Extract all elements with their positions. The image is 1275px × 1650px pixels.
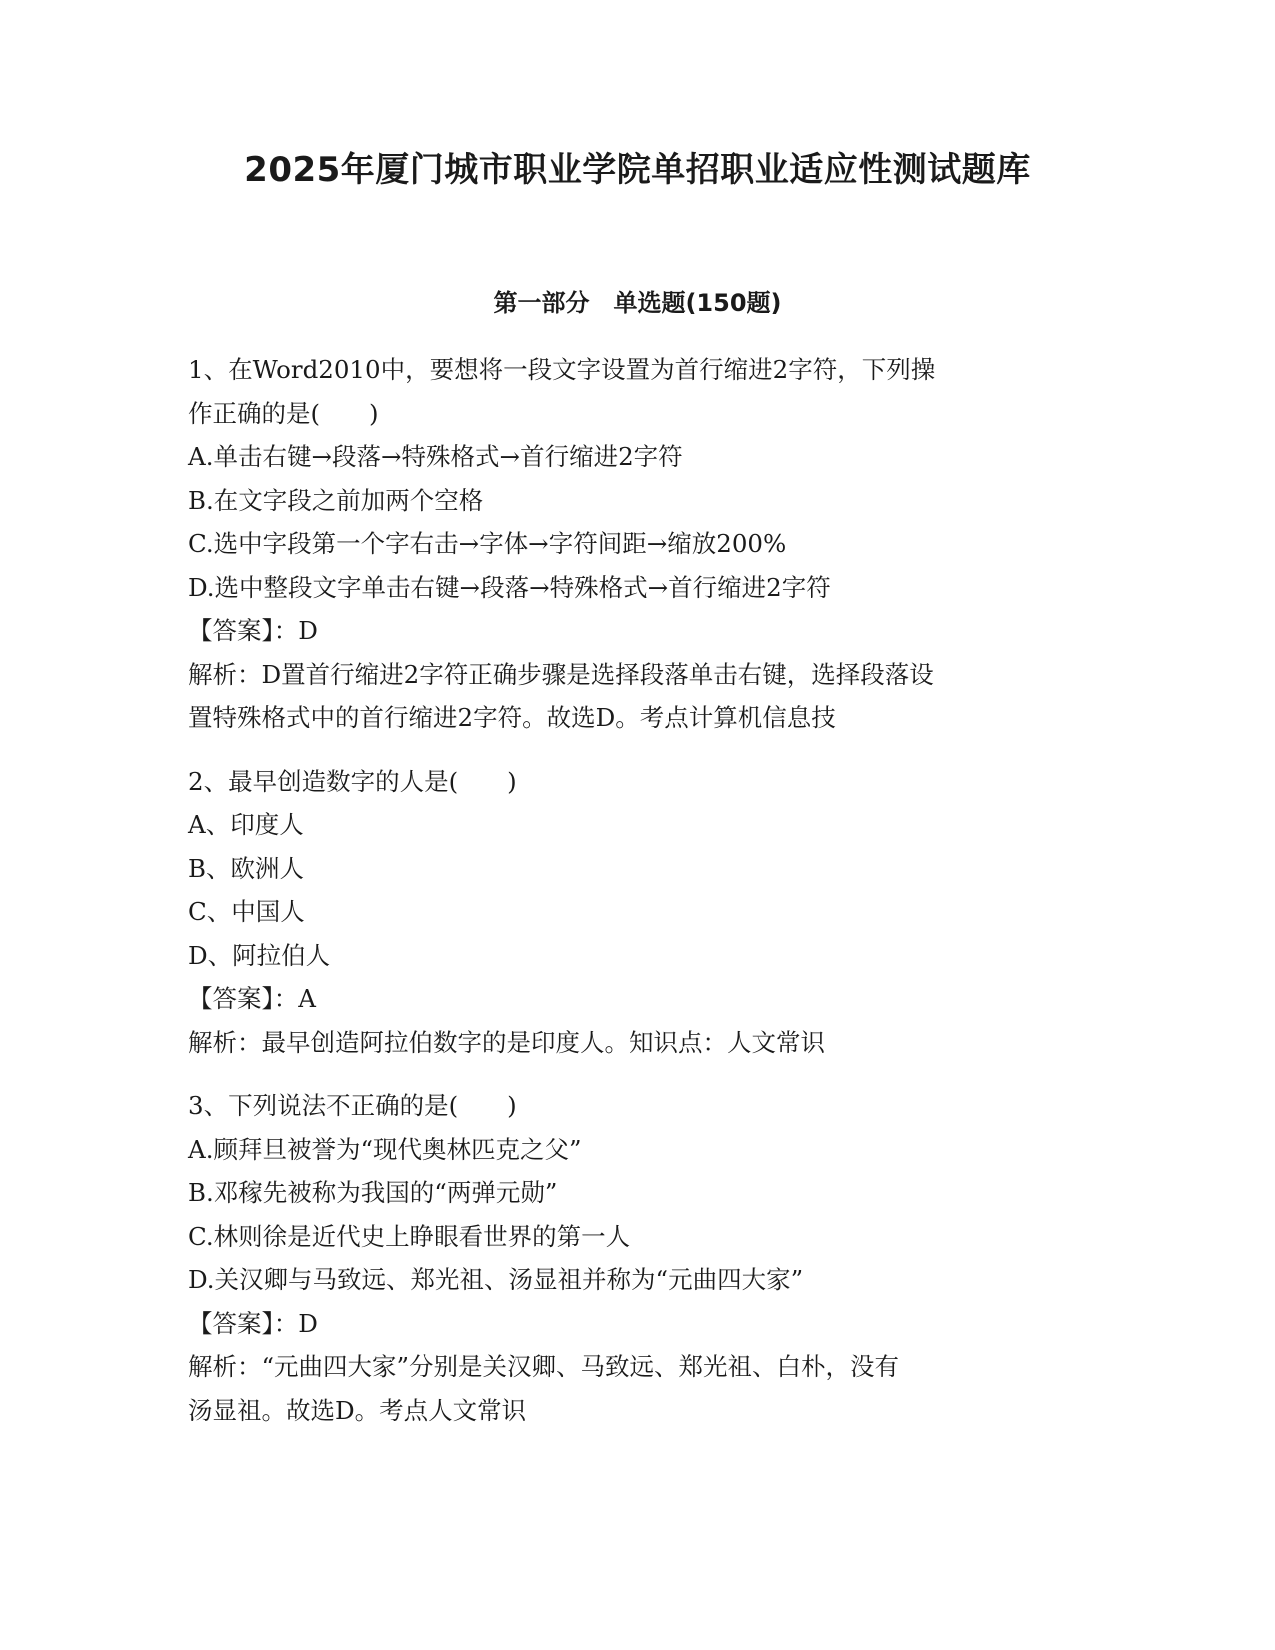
question-3-stem-line-1: 3、下列说法不正确的是( ) — [188, 1091, 517, 1120]
question-1-stem-line-1: 1、在Word2010中，要想将一段文字设置为首行缩进2字符，下列操 — [188, 355, 936, 384]
question-3-answer: 【答案】：D — [188, 1308, 318, 1338]
question-2-option-d: D、阿拉伯人 — [188, 940, 331, 970]
question-2-answer: 【答案】：A — [188, 984, 316, 1013]
question-3-option-a: A.顾拜旦被誉为“现代奥林匹克之父” — [188, 1134, 582, 1164]
question-3-explanation-line-1: 解析：“元曲四大家”分别是关汉卿、马致远、郑光祖、白朴，没有 — [188, 1352, 900, 1381]
question-1-stem-line-2: 作正确的是( ) — [188, 398, 379, 428]
question-1-option-d: D.选中整段文字单击右键→段落→特殊格式→首行缩进2字符 — [188, 572, 831, 602]
question-2-option-c: C、中国人 — [188, 897, 305, 926]
question-2-option-a: A、印度人 — [188, 810, 304, 839]
question-1-option-a: A.单击右键→段落→特殊格式→首行缩进2字符 — [188, 442, 683, 471]
question-1 — [188, 348, 1088, 740]
question-2-stem-line-1: 2、最早创造数字的人是( ) — [188, 766, 517, 796]
question-3-explanation-line-2: 汤显祖。故选D。考点人文常识 — [188, 1395, 527, 1425]
question-1-option-c: C.选中字段第一个字右击→字体→字符间距→缩放200% — [188, 529, 787, 558]
question-3-option-b: B.邓稼先被称为我国的“两弹元勋” — [188, 1178, 558, 1207]
document-title: 2025年厦门城市职业学院单招职业适应性测试题库 — [244, 150, 1031, 190]
question-1-explanation-line-1: 解析：D置首行缩进2字符正确步骤是选择段落单击右键，选择段落设 — [188, 659, 934, 689]
question-1-option-b: B.在文字段之前加两个空格 — [188, 485, 484, 515]
section-title: 第一部分 单选题(150题) — [493, 289, 782, 317]
question-3-option-d: D.关汉卿与马致远、郑光祖、汤显祖并称为“元曲四大家” — [188, 1265, 804, 1294]
question-1-answer: 【答案】：D — [188, 616, 318, 645]
question-3-option-c: C.林则徐是近代史上睁眼看世界的第一人 — [188, 1221, 631, 1251]
question-3 — [188, 1084, 1088, 1432]
question-2-option-b: B、欧洲人 — [188, 853, 305, 883]
question-1-explanation-line-2: 置特殊格式中的首行缩进2字符。故选D。考点计算机信息技 — [188, 703, 836, 732]
question-2 — [188, 760, 1088, 1065]
question-2-explanation-line-1: 解析：最早创造阿拉伯数字的是印度人。知识点：人文常识 — [188, 1027, 825, 1057]
question-list — [188, 348, 1088, 1432]
